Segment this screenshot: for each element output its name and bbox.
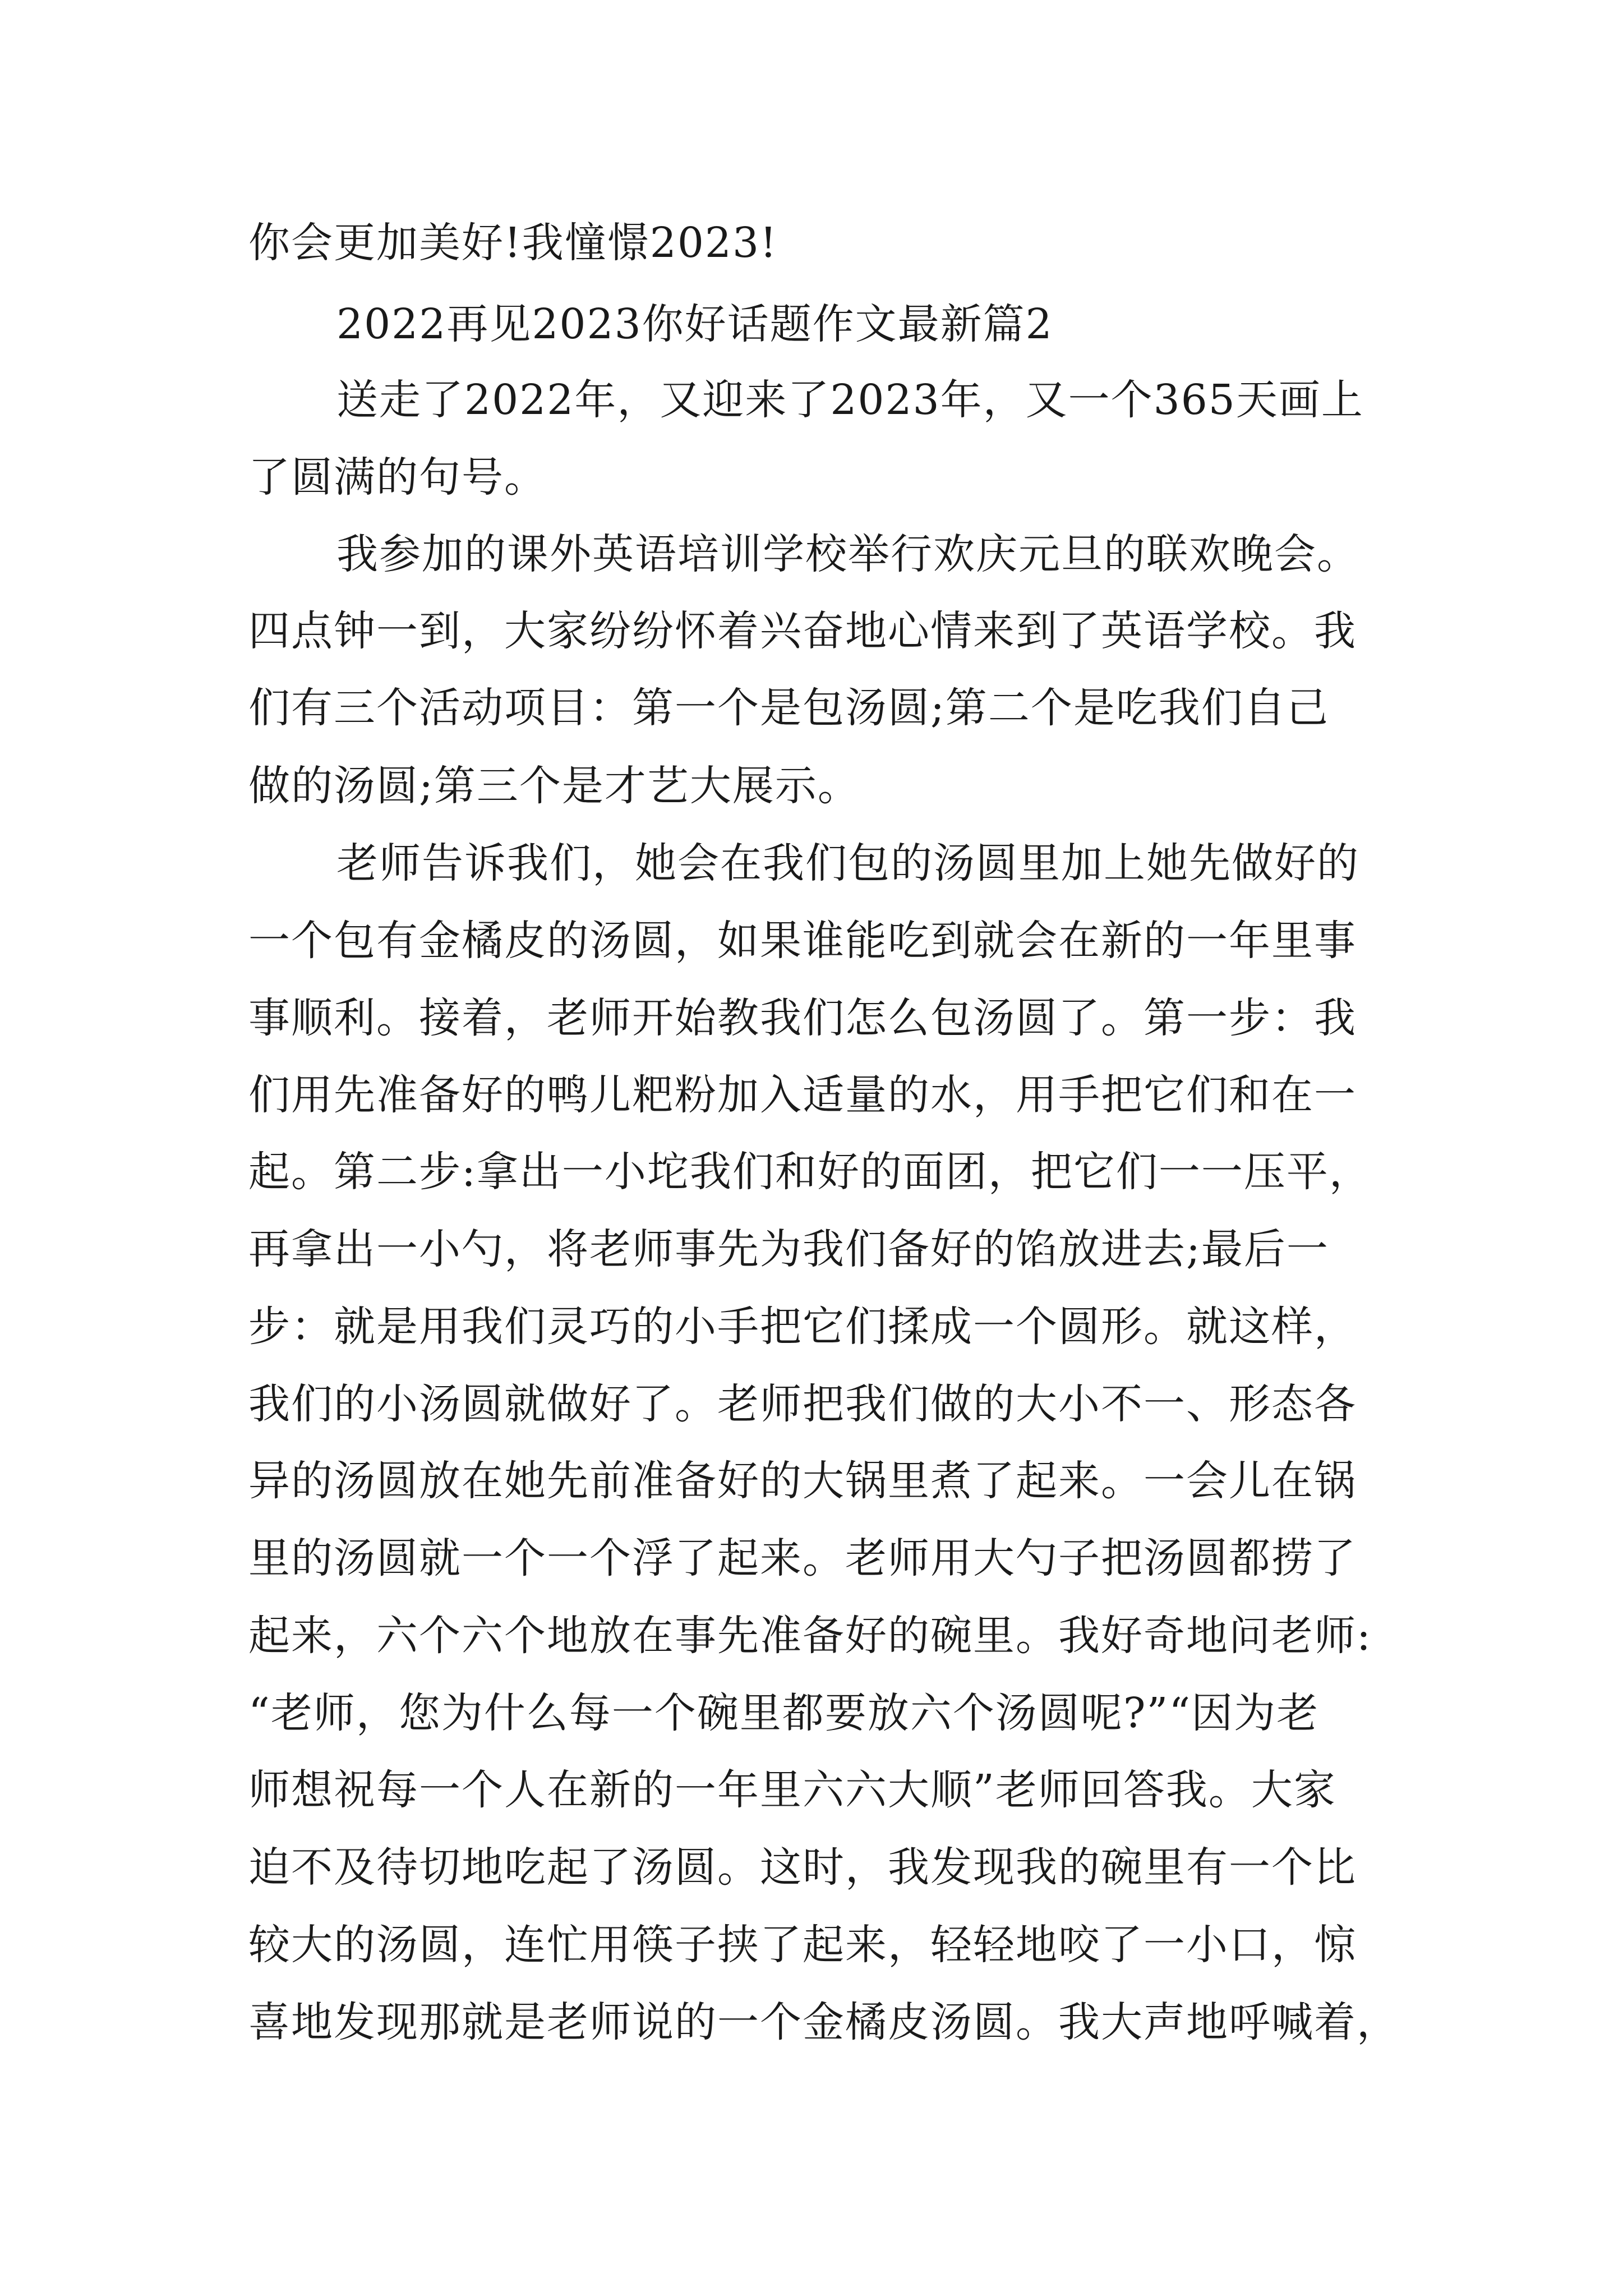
text-line-12: 们用先准备好的鸭儿粑粉加入适量的水，用手把它们和在一 (248, 1071, 1357, 1119)
text-line-13: 起。第二步:拿出一小坨我们和好的面团，把它们一一压平， (248, 1148, 1372, 1196)
text-line-15: 步：就是用我们灵巧的小手把它们揉成一个圆形。就这样， (248, 1303, 1357, 1351)
text-line-4: 了圆满的句号。 (248, 453, 547, 501)
text-line-23: 较大的汤圆，连忙用筷子挟了起来，轻轻地咬了一小口，惊 (248, 1921, 1357, 1969)
text-line-1: 你会更加美好!我憧憬2023! (248, 219, 778, 267)
text-line-24: 喜地发现那就是老师说的一个金橘皮汤圆。我大声地呼喊着， (248, 1998, 1399, 2046)
text-line-7: 们有三个活动项目：第一个是包汤圆;第二个是吃我们自己 (248, 684, 1329, 732)
text-line-10: 一个包有金橘皮的汤圆，如果谁能吃到就会在新的一年里事 (248, 917, 1357, 965)
text-line-14: 再拿出一小勺，将老师事先为我们备好的馅放进去;最后一 (248, 1225, 1329, 1273)
text-line-11: 事顺利。接着，老师开始教我们怎么包汤圆了。第一步：我 (248, 994, 1357, 1042)
text-line-9: 老师告诉我们，她会在我们包的汤圆里加上她先做好的 (336, 839, 1359, 887)
text-line-3: 送走了2022年，又迎来了2023年，又一个365天画上 (336, 376, 1364, 424)
text-line-16: 我们的小汤圆就做好了。老师把我们做的大小不一、形态各 (248, 1380, 1357, 1428)
text-line-17: 异的汤圆放在她先前准备好的大锅里煮了起来。一会儿在锅 (248, 1457, 1357, 1505)
section-heading: 2022再见2023你好话题作文最新篇2 (336, 300, 1053, 348)
text-line-22: 迫不及待切地吃起了汤圆。这时，我发现我的碗里有一个比 (248, 1843, 1357, 1892)
text-line-21: 师想祝每一个人在新的一年里六六大顺”老师回答我。大家 (248, 1766, 1336, 1814)
text-line-8: 做的汤圆;第三个是才艺大展示。 (248, 762, 860, 810)
text-line-18: 里的汤圆就一个一个浮了起来。老师用大勺子把汤圆都捞了 (248, 1534, 1357, 1582)
text-line-6: 四点钟一到，大家纷纷怀着兴奋地心情来到了英语学校。我 (248, 607, 1357, 655)
text-line-19: 起来，六个六个地放在事先准备好的碗里。我好奇地问老师: (248, 1612, 1372, 1660)
text-line-20: “老师，您为什么每一个碗里都要放六个汤圆呢?”“因为老 (248, 1689, 1320, 1737)
text-line-5: 我参加的课外英语培训学校举行欢庆元旦的联欢晚会。 (336, 530, 1359, 578)
